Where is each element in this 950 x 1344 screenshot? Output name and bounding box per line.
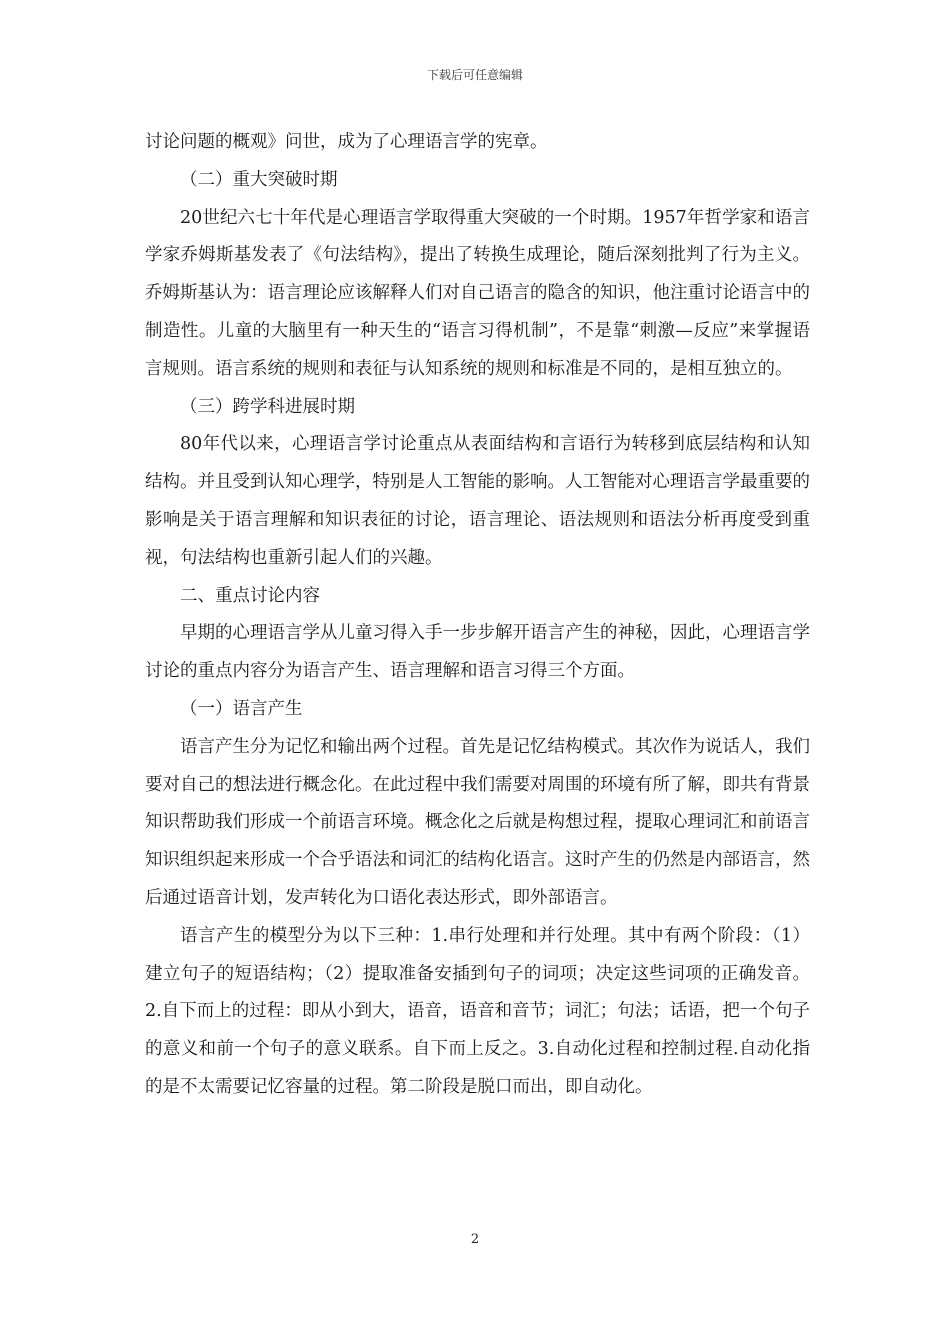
paragraph: 语言产生的模型分为以下三种：1.串行处理和并行处理。其中有两个阶段：（1）建立句子的短语结构；（2）提取准备安插到句子的词项；决定这些词项的正确发音。2.自下而上的过程：即从小到大，语音，语音和音节；词汇；句法；话语，把一个句子的意义和前一个句子的意义联系。自下而上反之。3.自动化过程和控制过程.自动化指的是不太需要记忆容量的过程。第二阶段是脱口而出，即自动化。 — [145, 925, 810, 1097]
page-header: 下载后可任意编辑 — [426, 68, 523, 82]
paragraph: 讨论问题的概观》问世，成为了心理语言学的宪章。 — [145, 132, 548, 152]
document-body — [145, 124, 810, 1107]
paragraph: 早期的心理语言学从儿童习得入手一步步解开语言产生的神秘，因此，心理语言学讨论的重点内容分为语言产生、语言理解和语言习得三个方面。 — [145, 623, 810, 682]
page-number: 2 — [470, 1232, 480, 1247]
section-heading: 二、重点讨论内容 — [180, 585, 320, 606]
paragraph: 语言产生分为记忆和输出两个过程。首先是记忆结构模式。其次作为说话人，我们要对自己的想法进行概念化。在此过程中我们需要对周围的环境有所了解，即共有背景知识帮助我们形成一个前语言环境。概念化之后就是构想过程，提取心理词汇和前语言知识组织起来形成一个合乎语法和词汇的结构化语言。这时产生的仍然是内部语言，然后通过语音计划，发声转化为口语化表达形式，即外部语言。 — [145, 736, 810, 908]
section-heading: （三）跨学科进展时期 — [180, 396, 355, 417]
section-heading: （一）语言产生 — [180, 698, 303, 719]
paragraph: 80年代以来，心理语言学讨论重点从表面结构和言语行为转移到底层结构和认知结构。并且受到认知心理学，特别是人工智能的影响。人工智能对心理语言学最重要的影响是关于语言理解和知识表征的讨论，语言理论、语法规则和语法分析再度受到重视，句法结构也重新引起人们的兴趣。 — [145, 434, 810, 568]
paragraph: 20世纪六七十年代是心理语言学取得重大突破的一个时期。1957年哲学家和语言学家乔姆斯基发表了《句法结构》，提出了转换生成理论，随后深刻批判了行为主义。乔姆斯基认为：语言理论应该解释人们对自己语言的隐含的知识，他注重讨论语言中的制造性。儿童的大脑里有一种天生的“语言习得机制”，不是靠“刺激—反应”来掌握语言规则。语言系统的规则和表征与认知系统的规则和标准是不同的，是相互独立的。 — [145, 207, 810, 379]
section-heading: （二）重大突破时期 — [180, 169, 338, 190]
